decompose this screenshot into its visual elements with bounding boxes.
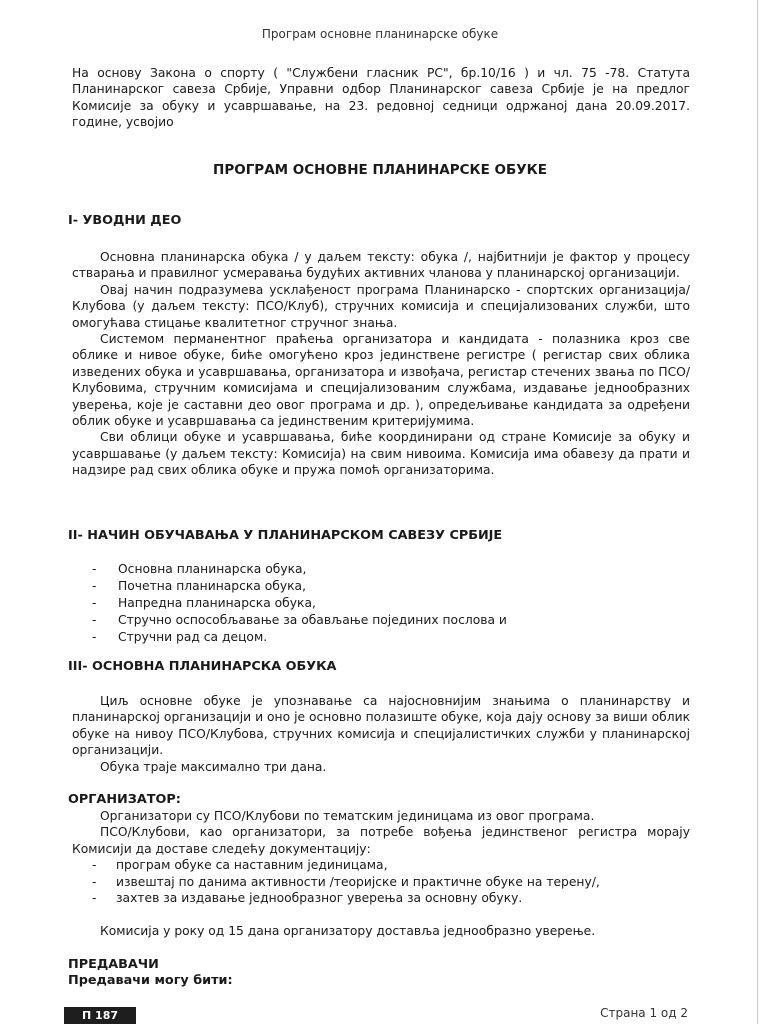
section-1-paragraph: Системом перманентног праћења организатора и кандидата - полазника кроз све облике и нивое обуке, биће омогућено кроз јединствене регистре ( регистар свих облика изведених обука и усавршавања, организатора и извођача, регистар стечених звања по ПСО/Клубовима, стручним комисијама и специјализованим службама, издавање једнообразних уверења, које је саставни део овог програма и др. ), опредељивање кандидата за одређени облик обуке и усавршавања са јединственим критеријумима.: [72, 332, 690, 429]
section-2-heading: II- НАЧИН ОБУЧАВАЊА У ПЛАНИНАРСКОМ САВЕЗУ СРБИЈЕ: [68, 528, 503, 543]
document-stamp: П 187: [64, 1007, 136, 1024]
page-edge: [757, 0, 758, 1024]
section-1-paragraph: Сви облици обуке и усавршавања, биће координирани од стране Комисије за обуку и усавршавање (у даљем тексту: Комисија) на свим нивоима. Комисија има обавезу да прати и надзире рад свих облика обуке и пружа помоћ организаторима.: [72, 430, 690, 478]
section-1-body: [72, 249, 690, 479]
lecturers-subheading: Предавачи могу бити:: [68, 973, 233, 988]
section-1-paragraph: Овај начин подразумева усклађеност програма Планинарско - спортских организација/Клубова (у даљем тексту: ПСО/Клуб), стручних комисија и специјализованих служби, што омогућава стицање квалитетног стручног знања.: [72, 282, 690, 330]
list-item: - извештај по данима активности /теоријске и практичне обуке на терену/,: [92, 874, 672, 891]
section-1-heading: I- УВОДНИ ДЕО: [68, 213, 182, 228]
document-title: ПРОГРАМ ОСНОВНЕ ПЛАНИНАРСКЕ ОБУКЕ: [213, 162, 547, 178]
section-3-body: [72, 693, 690, 775]
list-item: - програм обуке са наставним јединицама,: [92, 857, 672, 874]
section-3-heading: III- ОСНОВНА ПЛАНИНАРСКА ОБУКА: [68, 659, 337, 674]
list-item: - Стручно оспособљавање за обављање појединих послова и: [92, 612, 652, 629]
list-item: - Почетна планинарска обука,: [92, 578, 652, 595]
section-1-paragraph: Основна планинарска обука / у даљем тексту: обука /, најбитнији је фактор у процесу стварања и правилног усмеравања будућих активних чланова у планинарској организацији.: [72, 250, 690, 281]
organizer-documents-list: [92, 857, 672, 907]
lecturers-heading: ПРЕДАВАЧИ: [68, 957, 159, 972]
organizer-paragraph: Организатори су ПСО/Клубови по тематским јединицама из овог програма.: [100, 809, 595, 823]
page-number: Страна 1 од 2: [600, 1006, 688, 1020]
intro-paragraph: На основу Закона о спорту ( "Службени гласник РС", бр.10/16 ) и чл. 75 -78. Статута Планинарског савеза Србије, Управни одбор Планинарског савеза Србије је на предлог Комисије за обуку и усавршавање, на 23. редовној седници одржаној дана 20.09.2017. године, усвојио: [72, 66, 690, 130]
organizer-heading: ОРГАНИЗАТОР:: [68, 792, 181, 807]
section-3-paragraph: Циљ основне обуке је упознавање са најосновнијим знањима о планинарству и планинарској организацији и оно је основно полазиште обуке, која дају основу за виши облик обуке на нивоу ПСО/Клубова, стручних комисија и специјалистичких служби у планинарској организацији.: [72, 694, 690, 758]
list-item: - Напредна планинарска обука,: [92, 595, 652, 612]
organizer-closing: Комисија у року од 15 дана организатору доставља једнообразно уверење.: [100, 924, 596, 938]
list-item: - Стручни рад са децом.: [92, 629, 652, 646]
training-types-list: [92, 561, 652, 646]
list-item: - Основна планинарска обука,: [92, 561, 652, 578]
organizer-body: [72, 808, 690, 857]
running-header: Програм основне планинарске обуке: [261, 27, 499, 41]
section-3-paragraph: Обука траје максимално три дана.: [100, 759, 327, 774]
list-item: - захтев за издавање једнообразног уверења за основну обуку.: [92, 890, 672, 907]
organizer-paragraph: ПСО/Клубови, као организатори, за потребе вођења јединственог регистра морају Комисији да доставе следећу документацију:: [72, 825, 690, 856]
